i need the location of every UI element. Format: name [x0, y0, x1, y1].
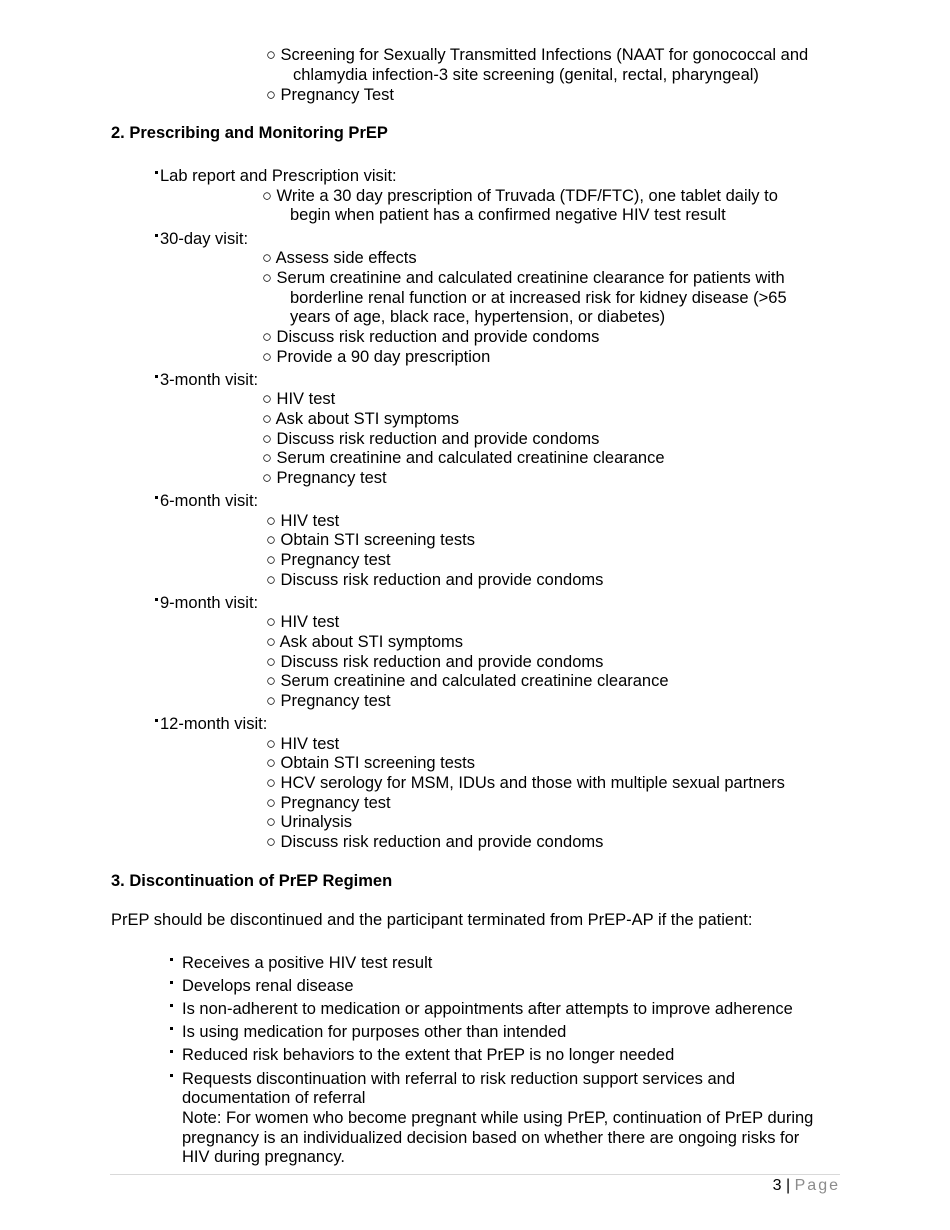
- page-separator: |: [786, 1177, 791, 1194]
- paragraph: PrEP should be discontinued and the participant terminated from PrEP-AP if the patient:: [111, 911, 753, 929]
- list-item: borderline renal function or at increased risk for kidney disease (>65: [290, 289, 787, 307]
- list-item: ○ HCV serology for MSM, IDUs and those with multiple sexual partners: [266, 774, 785, 792]
- list-item: ○ Serum creatinine and calculated creatinine clearance: [266, 672, 669, 690]
- list-item: ○ Screening for Sexually Transmitted Infections (NAAT for gonococcal and: [266, 46, 809, 64]
- list-item: Develops renal disease: [182, 977, 354, 995]
- list-item: ○ Provide a 90 day prescription: [262, 348, 491, 366]
- list-item: ○ Discuss risk reduction and provide condoms: [266, 833, 604, 851]
- bullet-icon: [170, 1027, 173, 1030]
- list-item: Requests discontinuation with referral to risk reduction support services and: [182, 1070, 736, 1088]
- list-item: ○ HIV test: [266, 512, 340, 530]
- section-heading: 2. Prescribing and Monitoring PrEP: [111, 124, 388, 142]
- list-item: Reduced risk behaviors to the extent that PrEP is no longer needed: [182, 1046, 675, 1064]
- bullet-icon: [170, 981, 173, 984]
- note-text: pregnancy is an individualized decision based on whether there are ongoing risks for: [182, 1129, 800, 1147]
- list-item: ○ Pregnancy test: [266, 692, 391, 710]
- list-item: ○ HIV test: [266, 735, 340, 753]
- list-item: ○ Serum creatinine and calculated creatinine clearance: [262, 449, 665, 467]
- visit-label: 6-month visit:: [160, 492, 259, 510]
- visit-label: 9-month visit:: [160, 594, 259, 612]
- page-label: Page: [794, 1177, 840, 1194]
- list-item: ○ Pregnancy test: [266, 794, 391, 812]
- list-item: begin when patient has a confirmed negative HIV test result: [290, 206, 726, 224]
- list-item: ○ Discuss risk reduction and provide condoms: [262, 328, 600, 346]
- list-item: ○ Pregnancy test: [262, 469, 387, 487]
- list-item: ○ Write a 30 day prescription of Truvada (TDF/FTC), one tablet daily to: [262, 187, 778, 205]
- visit-label: 30-day visit:: [160, 230, 249, 248]
- list-item: ○ Pregnancy Test: [266, 86, 394, 104]
- list-item: ○ Discuss risk reduction and provide condoms: [266, 653, 604, 671]
- bullet-icon: [155, 375, 158, 378]
- list-item: ○ Serum creatinine and calculated creatinine clearance for patients with: [262, 269, 785, 287]
- bullet-icon: [155, 598, 158, 601]
- list-item: ○ Urinalysis: [266, 813, 353, 831]
- list-item: Is using medication for purposes other than intended: [182, 1023, 567, 1041]
- list-item: years of age, black race, hypertension, or diabetes): [290, 308, 666, 326]
- list-item: documentation of referral: [182, 1089, 366, 1107]
- visit-label: 3-month visit:: [160, 371, 259, 389]
- note-text: HIV during pregnancy.: [182, 1148, 345, 1166]
- list-item: ○ Discuss risk reduction and provide condoms: [262, 430, 600, 448]
- list-item: Receives a positive HIV test result: [182, 954, 433, 972]
- list-item: Is non-adherent to medication or appointments after attempts to improve adherence: [182, 1000, 793, 1018]
- page-footer: [760, 1177, 840, 1195]
- list-item: ○ Discuss risk reduction and provide condoms: [266, 571, 604, 589]
- section-heading: 3. Discontinuation of PrEP Regimen: [111, 872, 393, 890]
- bullet-icon: [170, 958, 173, 961]
- bullet-icon: [155, 496, 158, 499]
- list-item: ○ Obtain STI screening tests: [266, 754, 475, 772]
- list-item: ○ HIV test: [266, 613, 340, 631]
- visit-label: 12-month visit:: [160, 715, 268, 733]
- list-item: chlamydia infection-3 site screening (genital, rectal, pharyngeal): [293, 66, 759, 84]
- footer-divider: [110, 1174, 840, 1175]
- bullet-icon: [155, 171, 158, 174]
- list-item: ○ Ask about STI symptoms: [262, 410, 460, 428]
- list-item: ○ Assess side effects: [262, 249, 417, 267]
- bullet-icon: [170, 1050, 173, 1053]
- list-item: ○ Obtain STI screening tests: [266, 531, 475, 549]
- note-text: Note: For women who become pregnant while using PrEP, continuation of PrEP during: [182, 1109, 814, 1127]
- page-number: 3: [772, 1177, 782, 1194]
- bullet-icon: [155, 719, 158, 722]
- bullet-icon: [170, 1074, 173, 1077]
- bullet-icon: [170, 1004, 173, 1007]
- list-item: ○ Pregnancy test: [266, 551, 391, 569]
- bullet-icon: [155, 234, 158, 237]
- list-item: ○ Ask about STI symptoms: [266, 633, 464, 651]
- visit-label: Lab report and Prescription visit:: [160, 167, 397, 185]
- list-item: ○ HIV test: [262, 390, 336, 408]
